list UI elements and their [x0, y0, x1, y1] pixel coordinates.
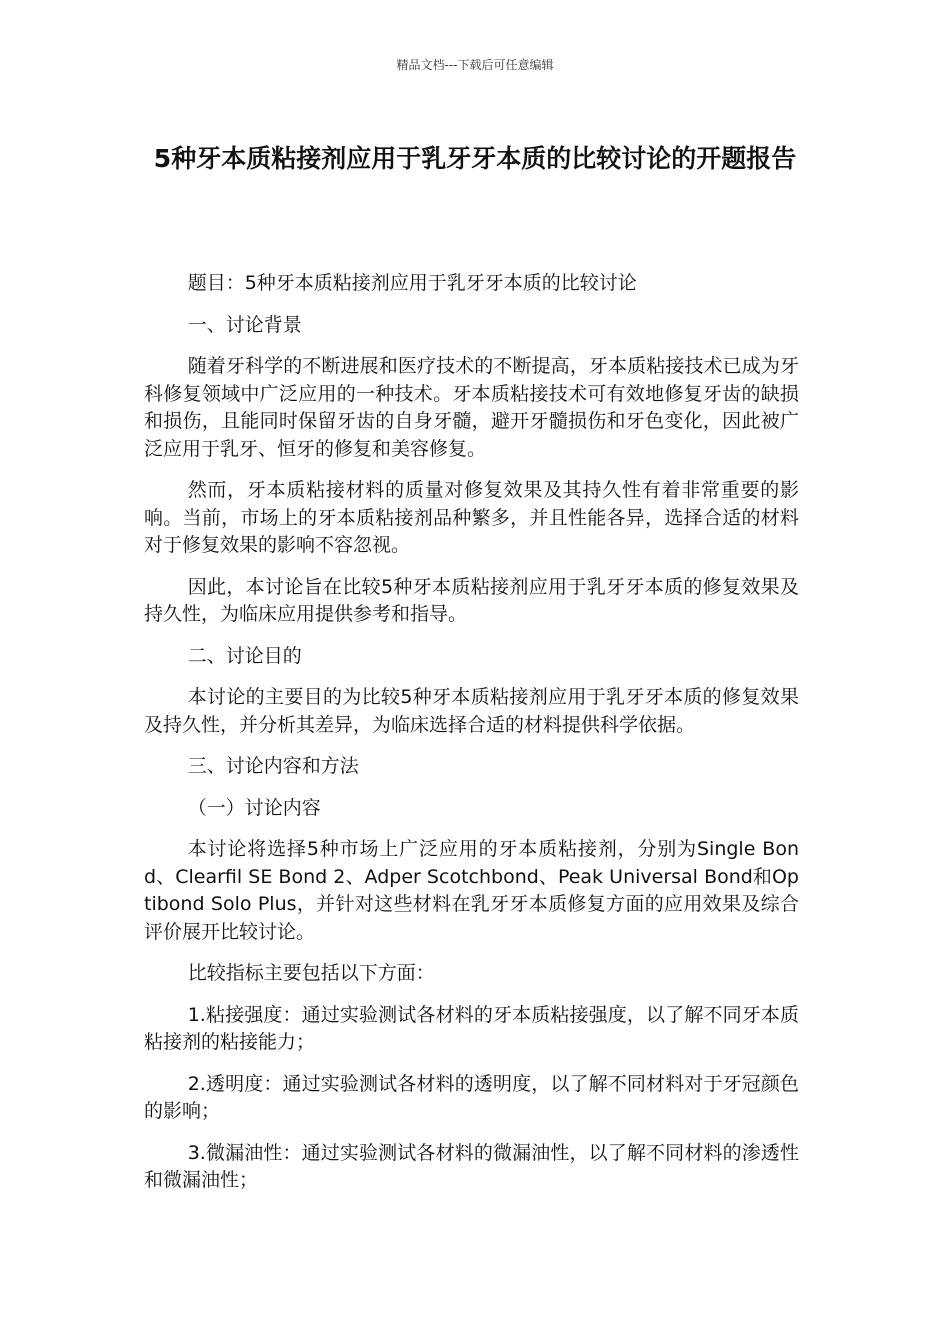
background-paragraph-3: 因此，本讨论旨在比较5种牙本质粘接剂应用于乳牙牙本质的修复效果及持久性，为临床应用提供参考和指导。 — [144, 575, 799, 625]
topic-line: 题目：5种牙本质粘接剂应用于乳牙牙本质的比较讨论 — [187, 272, 637, 294]
background-paragraph-1: 随着牙科学的不断进展和医疗技术的不断提高，牙本质粘接技术已成为牙科修复领域中广泛应用的一种技术。牙本质粘接技术可有效地修复牙齿的缺损和损伤，且能同时保留牙齿的自身牙髓，避开牙髓损伤和牙色变化，因此被广泛应用于乳牙、恒牙的修复和美容修复。 — [144, 355, 799, 460]
document-body — [144, 270, 799, 1209]
header-note: 精品文档---下载后可任意编辑 — [396, 58, 554, 72]
content-paragraph: 本讨论将选择5种市场上广泛应用的牙本质粘接剂，分别为Single Bond、Clearfil SE Bond 2、Adper Scotchbond、Peak Universal Bond和Optibond Solo Plus，并针对这些材料在乳牙牙本质修复方面的应用效果及综合评价展开比较讨论。 — [144, 838, 799, 943]
background-paragraph-2: 然而，牙本质粘接材料的质量对修复效果及其持久性有着非常重要的影响。当前，市场上的牙本质粘接剂品种繁多，并且性能各异，选择合适的材料对于修复效果的影响不容忽视。 — [144, 479, 799, 556]
indicator-item-3: 3.微漏油性：通过实验测试各材料的微漏油性，以了解不同材料的渗透性和微漏油性； — [144, 1141, 799, 1191]
subsection-heading-content: （一）讨论内容 — [187, 796, 321, 819]
section-heading-content-methods: 三、讨论内容和方法 — [187, 755, 359, 777]
purpose-paragraph: 本讨论的主要目的为比较5种牙本质粘接剂应用于乳牙牙本质的修复效果及持久性，并分析其差异，为临床选择合适的材料提供科学依据。 — [144, 686, 799, 736]
document-title: 5种牙本质粘接剂应用于乳牙牙本质的比较讨论的开题报告 — [153, 144, 797, 173]
section-heading-purpose: 二、讨论目的 — [187, 644, 302, 667]
section-heading-background: 一、讨论背景 — [187, 313, 302, 336]
indicators-intro: 比较指标主要包括以下方面： — [187, 962, 435, 984]
indicator-item-2: 2.透明度：通过实验测试各材料的透明度，以了解不同材料对于牙冠颜色的影响； — [144, 1072, 799, 1122]
indicator-item-1: 1.粘接强度：通过实验测试各材料的牙本质粘接强度，以了解不同牙本质粘接剂的粘接能力； — [144, 1003, 799, 1053]
